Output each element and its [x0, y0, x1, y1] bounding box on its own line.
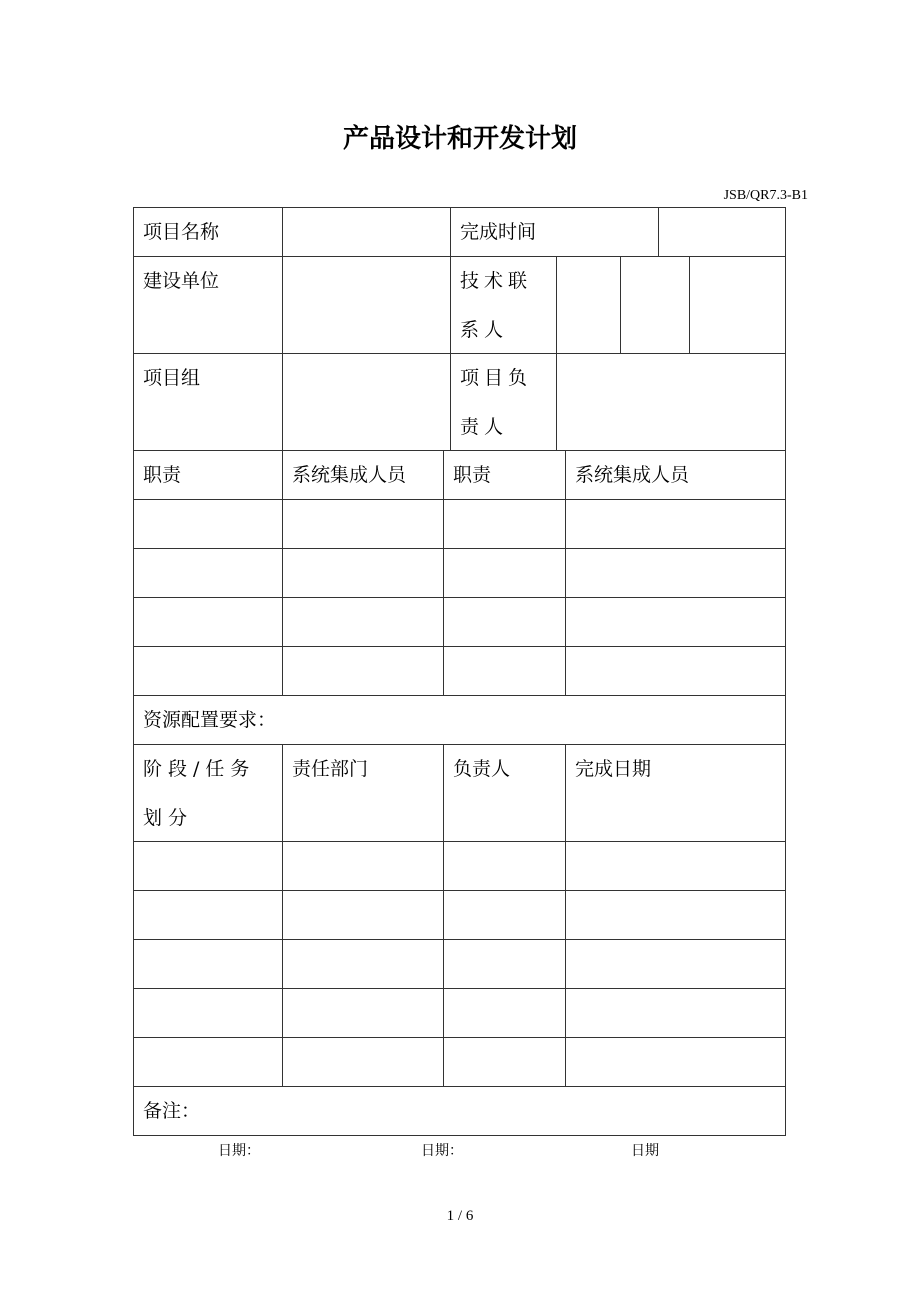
tasks-table-cell[interactable] — [565, 890, 786, 940]
roles-table-cell[interactable] — [133, 548, 283, 598]
signature-date-2: 日期： — [421, 1143, 463, 1159]
tasks-table-cell[interactable] — [565, 1037, 786, 1087]
roles-header: 系统集成人员 — [565, 450, 786, 500]
tasks-table-cell[interactable] — [443, 1037, 566, 1087]
tech-contact-field[interactable] — [620, 256, 690, 354]
label-construction-unit: 建设单位 — [133, 256, 283, 354]
tasks-table-cell[interactable] — [282, 841, 444, 891]
roles-table-cell[interactable] — [282, 597, 444, 647]
roles-header: 系统集成人员 — [282, 450, 444, 500]
roles-table-cell[interactable] — [565, 499, 786, 549]
tasks-table-cell[interactable] — [133, 1037, 283, 1087]
label-project-group: 项目组 — [133, 353, 283, 451]
resource-requirements-label: 资源配置要求： — [133, 695, 786, 745]
tasks-table-cell[interactable] — [133, 890, 283, 940]
tech-contact-field[interactable] — [689, 256, 786, 354]
label-completion-time: 完成时间 — [450, 207, 659, 257]
tasks-table-cell[interactable] — [443, 939, 566, 989]
tasks-header: 阶段/任务划分 — [133, 744, 283, 842]
signature-date-3: 日期 — [631, 1143, 659, 1159]
roles-header: 职责 — [443, 450, 566, 500]
roles-table-cell[interactable] — [443, 499, 566, 549]
tasks-table-cell[interactable] — [565, 841, 786, 891]
page-title: 产品设计和开发计划 — [342, 124, 577, 154]
label-project-name: 项目名称 — [133, 207, 283, 257]
tasks-table-cell[interactable] — [282, 890, 444, 940]
label-tech-contact: 技术联系人 — [450, 256, 557, 354]
tasks-header: 责任部门 — [282, 744, 444, 842]
roles-header: 职责 — [133, 450, 283, 500]
tasks-table-cell[interactable] — [133, 988, 283, 1038]
roles-table-cell[interactable] — [565, 597, 786, 647]
remarks-label: 备注： — [133, 1086, 786, 1136]
tasks-table-cell[interactable] — [565, 988, 786, 1038]
tasks-table-cell[interactable] — [443, 988, 566, 1038]
construction-unit-field[interactable] — [282, 256, 451, 354]
tasks-table-cell[interactable] — [133, 939, 283, 989]
roles-table-cell[interactable] — [565, 646, 786, 696]
roles-table-cell[interactable] — [565, 548, 786, 598]
project-name-field[interactable] — [282, 207, 451, 257]
tech-contact-field[interactable] — [556, 256, 621, 354]
tasks-header: 完成日期 — [565, 744, 786, 842]
roles-table-cell[interactable] — [443, 548, 566, 598]
project-group-field[interactable] — [282, 353, 451, 451]
roles-table-cell[interactable] — [282, 499, 444, 549]
document-code: JSB/QR7.3-B1 — [723, 188, 808, 203]
label-project-leader: 项目负责人 — [450, 353, 557, 451]
tasks-table-cell[interactable] — [282, 1037, 444, 1087]
roles-table-cell[interactable] — [282, 548, 444, 598]
roles-table-cell[interactable] — [133, 597, 283, 647]
tasks-table-cell[interactable] — [282, 988, 444, 1038]
tasks-header: 负责人 — [443, 744, 566, 842]
roles-table-cell[interactable] — [443, 646, 566, 696]
tasks-table-cell[interactable] — [443, 841, 566, 891]
completion-time-field[interactable] — [658, 207, 786, 257]
project-leader-field[interactable] — [556, 353, 786, 451]
tasks-table-cell[interactable] — [443, 890, 566, 940]
roles-table-cell[interactable] — [133, 646, 283, 696]
roles-table-cell[interactable] — [282, 646, 444, 696]
roles-table-cell[interactable] — [133, 499, 283, 549]
page-number: 1 / 6 — [446, 1208, 474, 1224]
tasks-table-cell[interactable] — [565, 939, 786, 989]
tasks-table-cell[interactable] — [282, 939, 444, 989]
signature-date-1: 日期： — [218, 1143, 260, 1159]
roles-table-cell[interactable] — [443, 597, 566, 647]
tasks-table-cell[interactable] — [133, 841, 283, 891]
